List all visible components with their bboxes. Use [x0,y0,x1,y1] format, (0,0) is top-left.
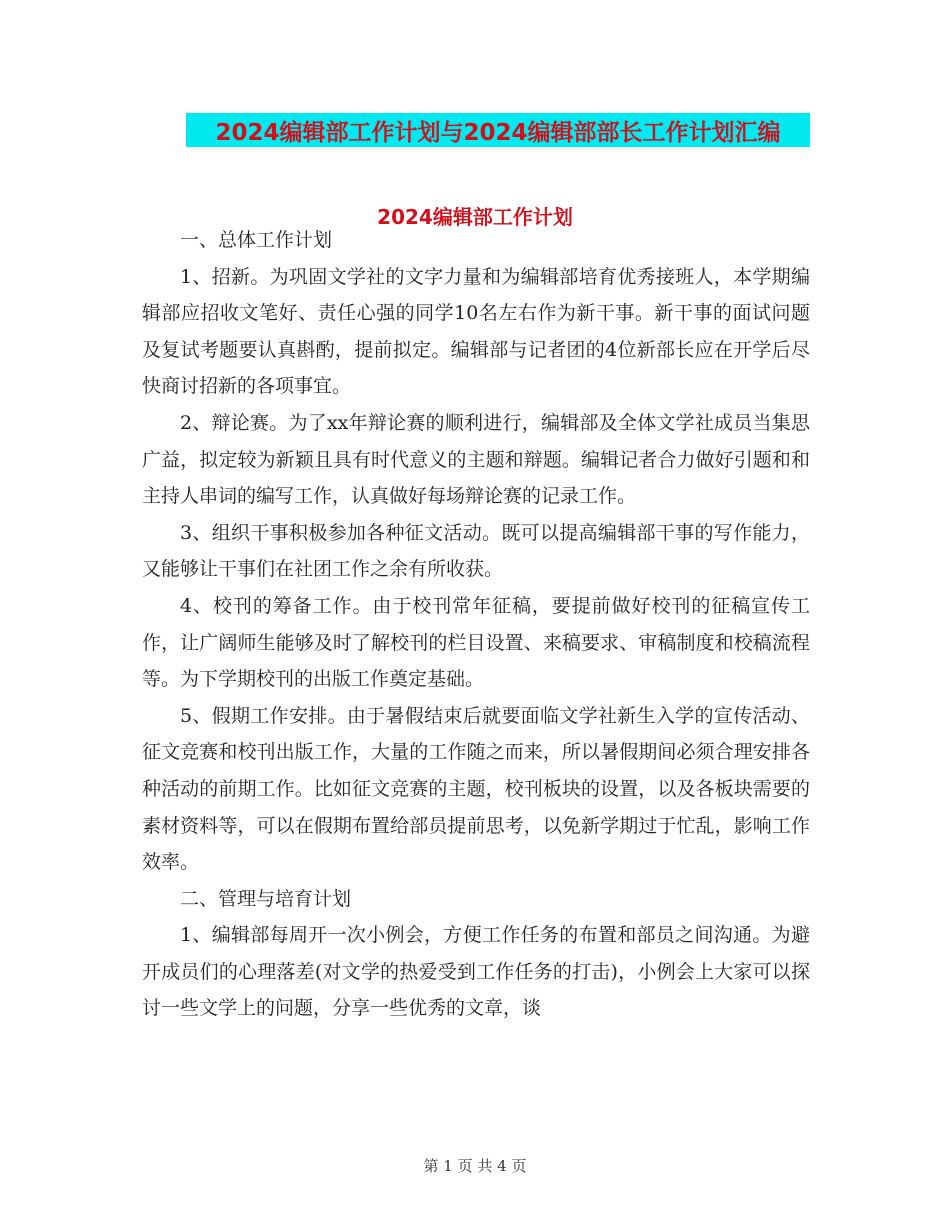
paragraph-debate: 2、辩论赛。为了xx年辩论赛的顺利进行，编辑部及全体文学社成员当集思广益，拟定较为新颖且具有时代意义的主题和辩题。编辑记者合力做好引题和和主持人串词的编写工作，认真做好每场辩论赛的记录工作。 [142,411,810,508]
paragraph-essay-contests: 3、组织干事积极参加各种征文活动。既可以提高编辑部干事的写作能力，又能够让干事们在社团工作之余有所收获。 [142,521,810,581]
main-title: 2024编辑部工作计划与2024编辑部部长工作计划汇编 [215,119,781,146]
main-title-highlight [186,113,810,147]
paragraph-school-magazine: 4、校刊的筹备工作。由于校刊常年征稿，要提前做好校刊的征稿宣传工作，让广阔师生能够及时了解校刊的栏目设置、来稿要求、审稿制度和校稿流程等。为下学期校刊的出版工作奠定基础。 [142,594,810,691]
body-text [142,222,810,1027]
page-footer: 第 1 页 共 4 页 [423,1157,527,1175]
paragraph-vacation-work: 5、假期工作安排。由于暑假结束后就要面临文学社新生入学的宣传活动、征文竞赛和校刊出版工作，大量的工作随之而来，所以暑假期间必须合理安排各种活动的前期工作。比如征文竞赛的主题，校刊板块的设置，以及各板块需要的素材资料等，可以在假期布置给部员提前思考，以免新学期过于忙乱，影响工作效率。 [142,704,810,874]
paragraph-recruitment: 1、招新。为巩固文学社的文字力量和为编辑部培育优秀接班人，本学期编辑部应招收文笔好、责任心强的同学10名左右作为新干事。新干事的面试问题及复试考题要认真斟酌，提前拟定。编辑部与记者团的4位新部长应在开学后尽快商讨招新的各项事宜。 [142,265,810,398]
heading-overall-plan: 一、总体工作计划 [180,229,333,251]
paragraph-weekly-meeting: 1、编辑部每周开一次小例会，方便工作任务的布置和部员之间沟通。为避开成员们的心理落差(对文学的热爱受到工作任务的打击)，小例会上大家可以探讨一些文学上的问题，分享一些优秀的文章，谈 [142,924,810,1020]
section-title: 2024编辑部工作计划 [377,205,573,229]
heading-management-training: 二、管理与培育计划 [180,887,352,910]
